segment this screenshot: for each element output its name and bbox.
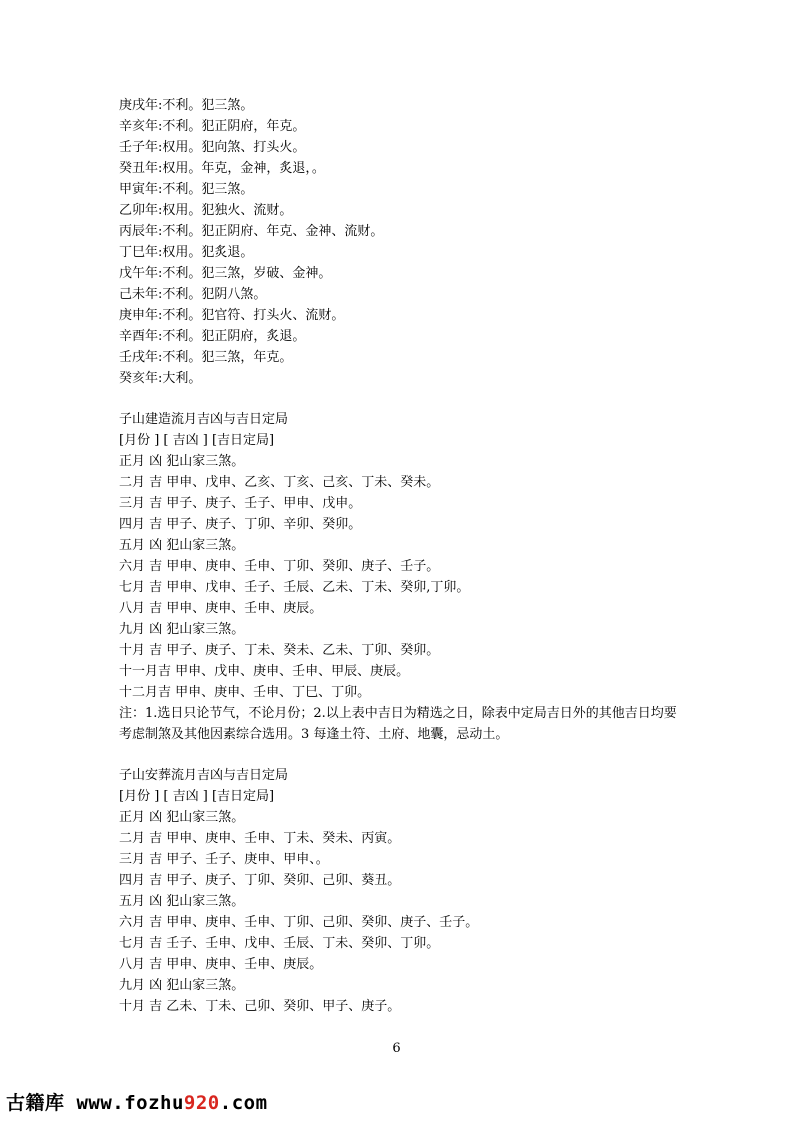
month-row: 十二月吉 甲申、庚申、壬申、丁巳、丁卯。 [119,685,371,700]
month-row: 八月 吉 甲申、庚申、壬申、庚辰。 [119,601,323,616]
page-number: 6 [392,1041,401,1056]
section-title: 子山建造流月吉凶与吉日定局 [119,412,289,427]
year-item: 戊午年:不利。犯三煞，岁破、金神。 [119,266,332,281]
year-item: 癸丑年:权用。年克，金神，炙退，。 [119,161,325,176]
month-row: 十月 吉 甲子、庚子、丁未、癸未、乙未、丁卯、癸卯。 [119,643,440,658]
section-gap [119,745,689,765]
year-item: 庚戌年:不利。犯三煞。 [119,98,254,113]
watermark-url-number: 920 [183,1092,220,1114]
month-row: 二月 吉 甲申、戊申、乙亥、丁亥、己亥、丁未、癸未。 [119,475,440,490]
month-row: 正月 凶 犯山家三煞。 [119,454,245,469]
month-row: 十月 吉 乙未、丁未、己卯、癸卯、甲子、庚子。 [119,999,401,1014]
note-paragraph: 注：1.选日只论节气，不论月份；2.以上表中吉日为精选之日，除表中定局吉日外的其他吉日均要考虑制煞及其他因素综合选用。3 每逢土符、土府、地囊，忌动土。 [119,706,677,742]
month-row: 二月 吉 甲申、庚申、壬申、丁未、癸未、丙寅。 [119,831,401,846]
month-row: 六月 吉 甲申、庚申、壬申、丁卯、癸卯、庚子、壬子。 [119,559,440,574]
page-content [119,95,689,1017]
month-row: 九月 凶 犯山家三煞。 [119,622,245,637]
year-item: 乙卯年:权用。犯独火、流财。 [119,203,293,218]
table-header: [月份 ] [ 吉凶 ] [吉日定局] [119,433,275,448]
month-row: 五月 凶 犯山家三煞。 [119,538,245,553]
year-item: 辛酉年:不利。犯正阴府，炙退。 [119,329,306,344]
section-gap [119,389,689,409]
month-row: 四月 吉 甲子、庚子、丁卯、癸卯、己卯、葵丑。 [119,873,401,888]
year-item: 丁巳年:权用。犯炙退。 [119,245,254,260]
month-row: 七月 吉 壬子、壬申、戊申、壬辰、丁未、癸卯、丁卯。 [119,936,440,951]
watermark-url-prefix: www.fozhu [76,1092,184,1114]
month-row: 五月 凶 犯山家三煞。 [119,894,245,909]
watermark-site-name: 古籍库 [6,1092,65,1114]
section-title: 子山安葬流月吉凶与吉日定局 [119,768,289,783]
month-row: 四月 吉 甲子、庚子、丁卯、辛卯、癸卯。 [119,517,362,532]
year-item: 庚申年:不利。犯官符、打头火、流财。 [119,308,345,323]
month-row: 三月 吉 甲子、庚子、壬子、甲申、戊申。 [119,496,362,511]
month-row: 正月 凶 犯山家三煞。 [119,810,245,825]
month-row: 六月 吉 甲申、庚申、壬申、丁卯、己卯、癸卯、庚子、壬子。 [119,915,479,930]
year-item: 壬戌年:不利。犯三煞，年克。 [119,350,293,365]
year-item: 癸亥年:大利。 [119,371,202,386]
month-row: 七月 吉 甲申、戊申、壬子、壬辰、乙未、丁未、癸卯,丁卯。 [119,580,470,595]
burial-section [119,765,689,1017]
year-item: 壬子年:权用。犯向煞、打头火。 [119,140,306,155]
site-watermark [6,1088,268,1115]
table-header: [月份 ] [ 吉凶 ] [吉日定局] [119,789,275,804]
year-list [119,95,689,389]
year-item: 己未年:不利。犯阴八煞。 [119,287,267,302]
year-item: 丙辰年:不利。犯正阴府、年克、金神、流财。 [119,224,384,239]
watermark-url-suffix: .com [219,1092,268,1114]
construction-section [119,409,689,745]
month-row: 九月 凶 犯山家三煞。 [119,978,245,993]
month-row: 三月 吉 甲子、壬子、庚申、甲申、。 [119,852,329,867]
month-row: 八月 吉 甲申、庚申、壬申、庚辰。 [119,957,323,972]
year-item: 甲寅年:不利。犯三煞。 [119,182,254,197]
month-row: 十一月吉 甲申、戊申、庚申、壬申、甲辰、庚辰。 [119,664,410,679]
year-item: 辛亥年:不利。犯正阴府，年克。 [119,119,306,134]
